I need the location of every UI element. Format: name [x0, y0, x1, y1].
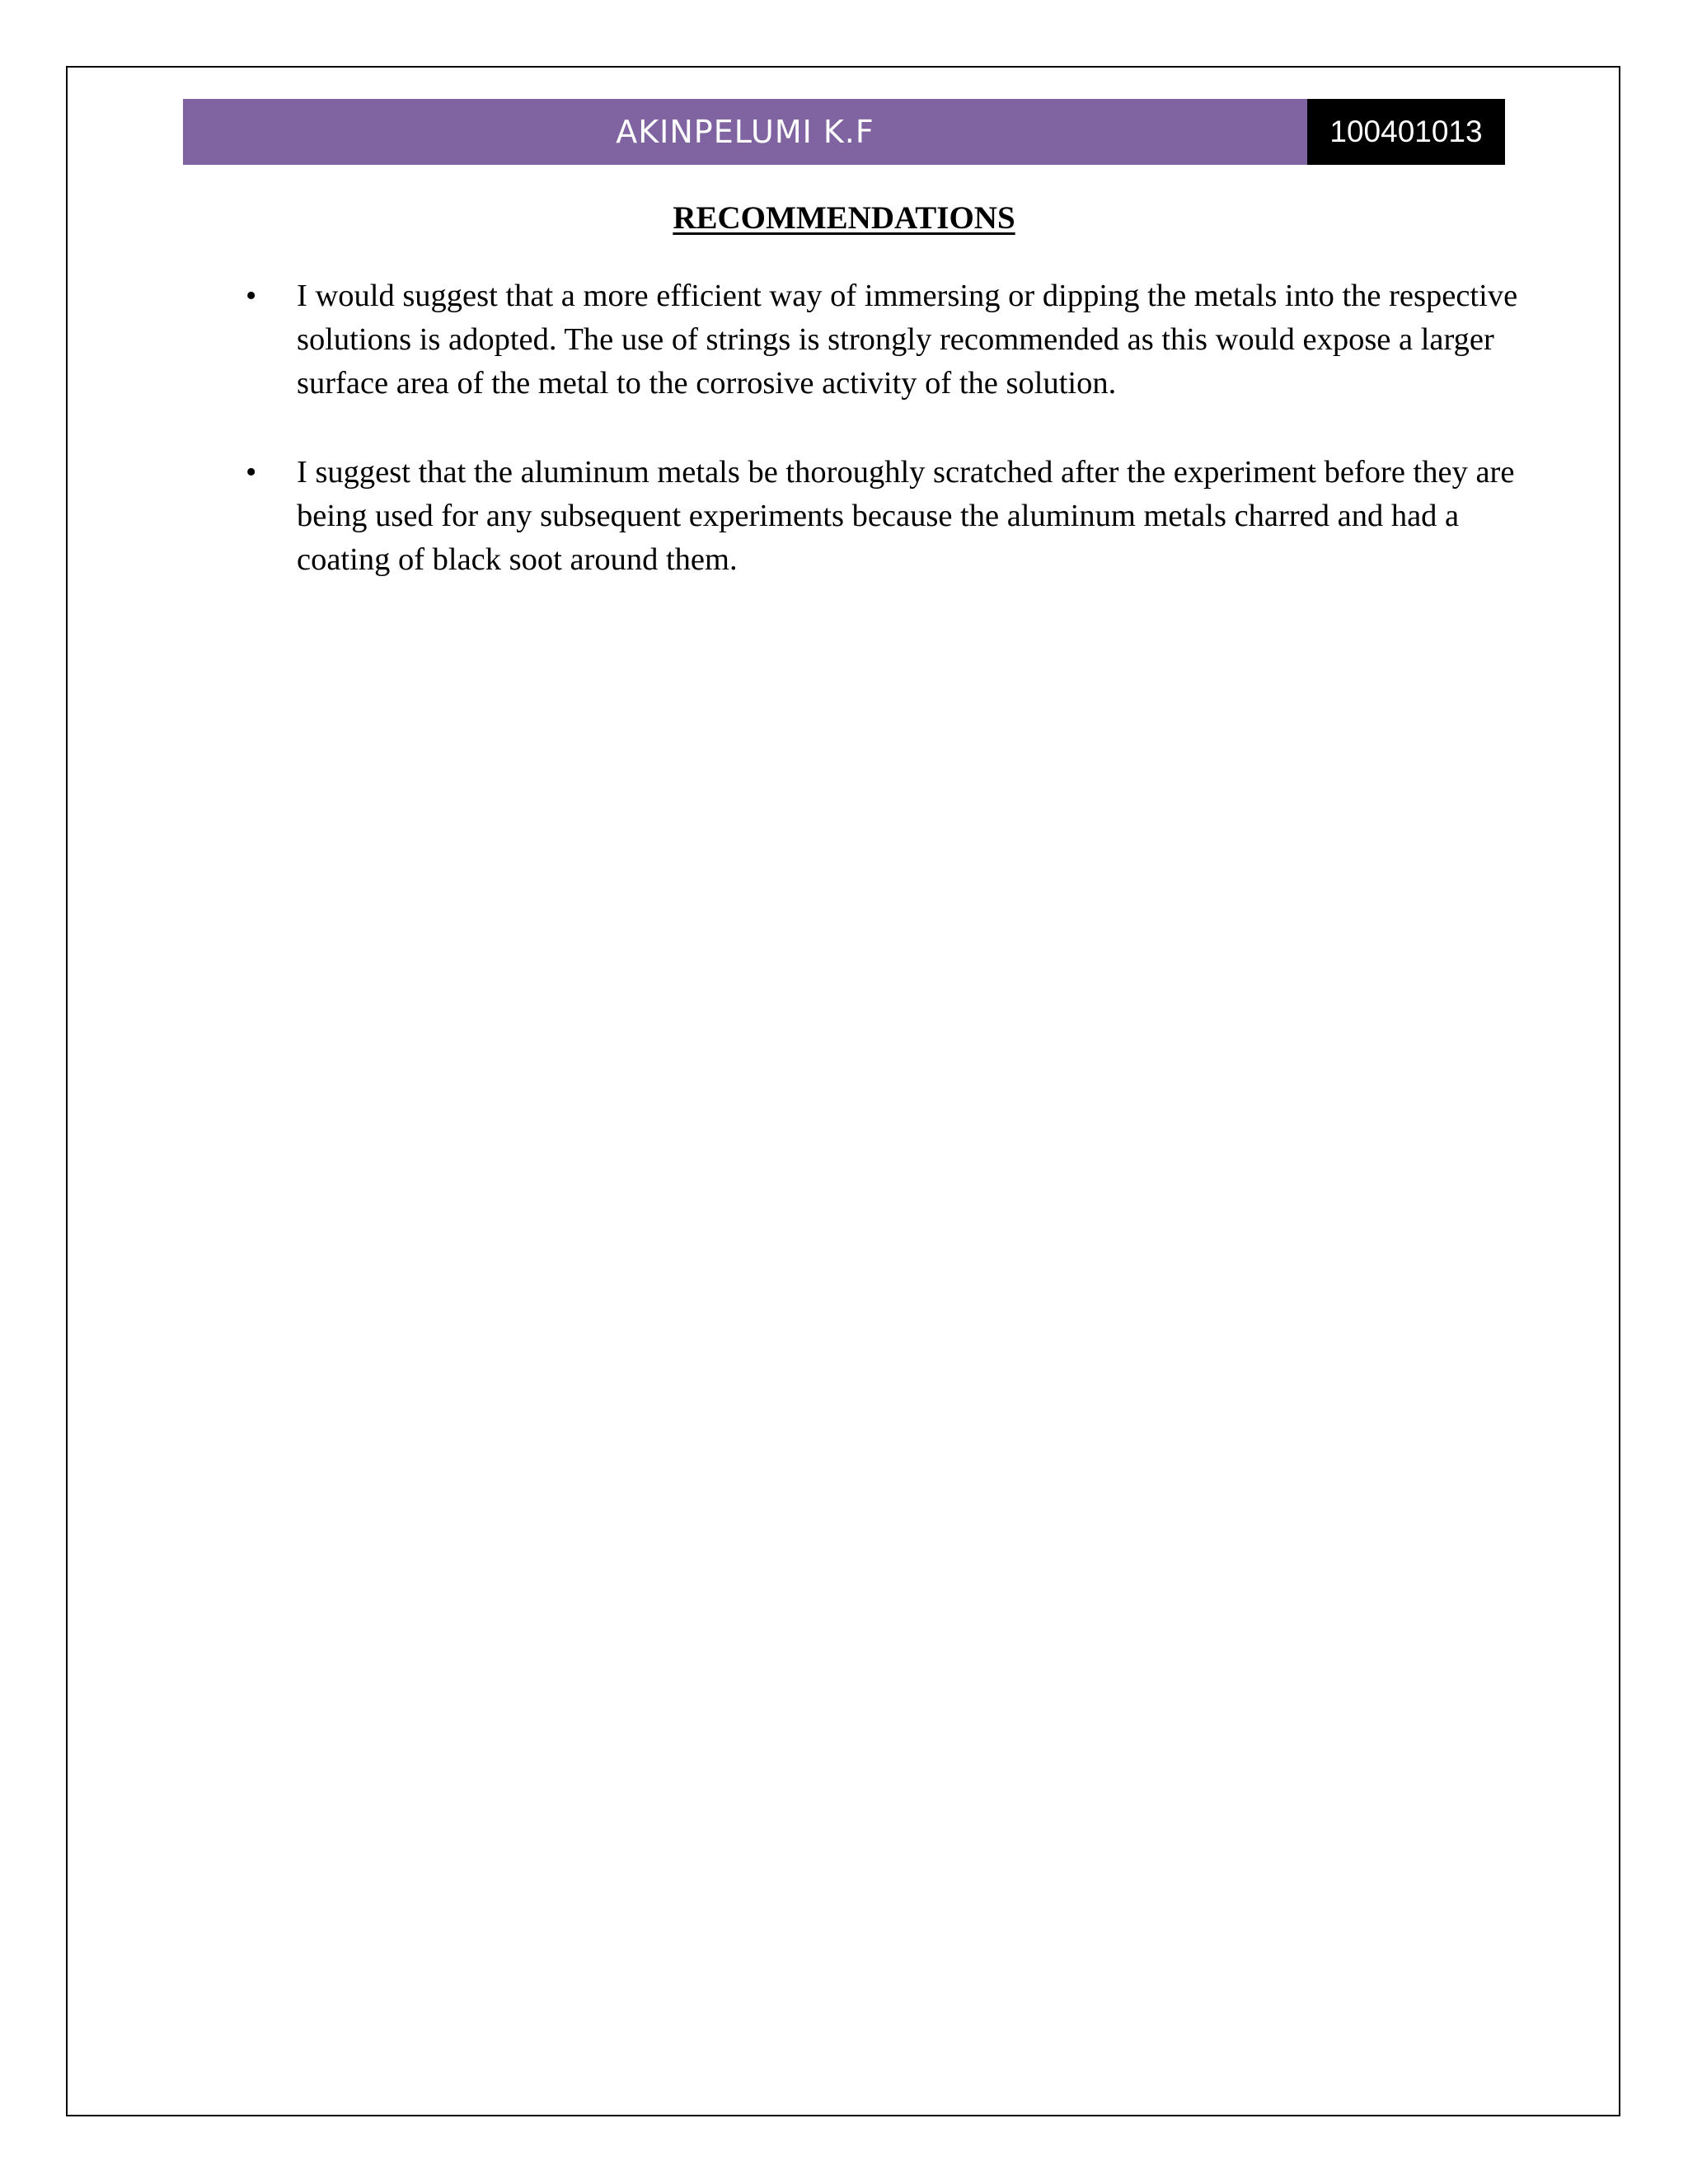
section-heading: RECOMMENDATIONS: [673, 200, 1015, 236]
header-bar: [183, 99, 1505, 165]
list-item: [241, 274, 1526, 405]
bullet-icon: •: [246, 455, 257, 490]
bullet-icon: •: [246, 279, 257, 313]
recommendation-text: I would suggest that a more efficient way of immersing or dipping the metals into the respective solutions is adopted. The use of strings is strongly recommended as this would expose a larger surface area of the metal to the corrosive activity of the solution.: [297, 279, 1518, 401]
recommendations-list: [241, 274, 1526, 627]
recommendation-text: I suggest that the aluminum metals be thoroughly scratched after the experiment before they are being used for any subsequent experiments because the aluminum metals charred and had a coating of black soot around them.: [297, 455, 1515, 577]
student-id: 100401013: [1307, 99, 1505, 165]
list-item: [241, 451, 1526, 582]
author-name: AKINPELUMI K.F: [183, 99, 1307, 165]
